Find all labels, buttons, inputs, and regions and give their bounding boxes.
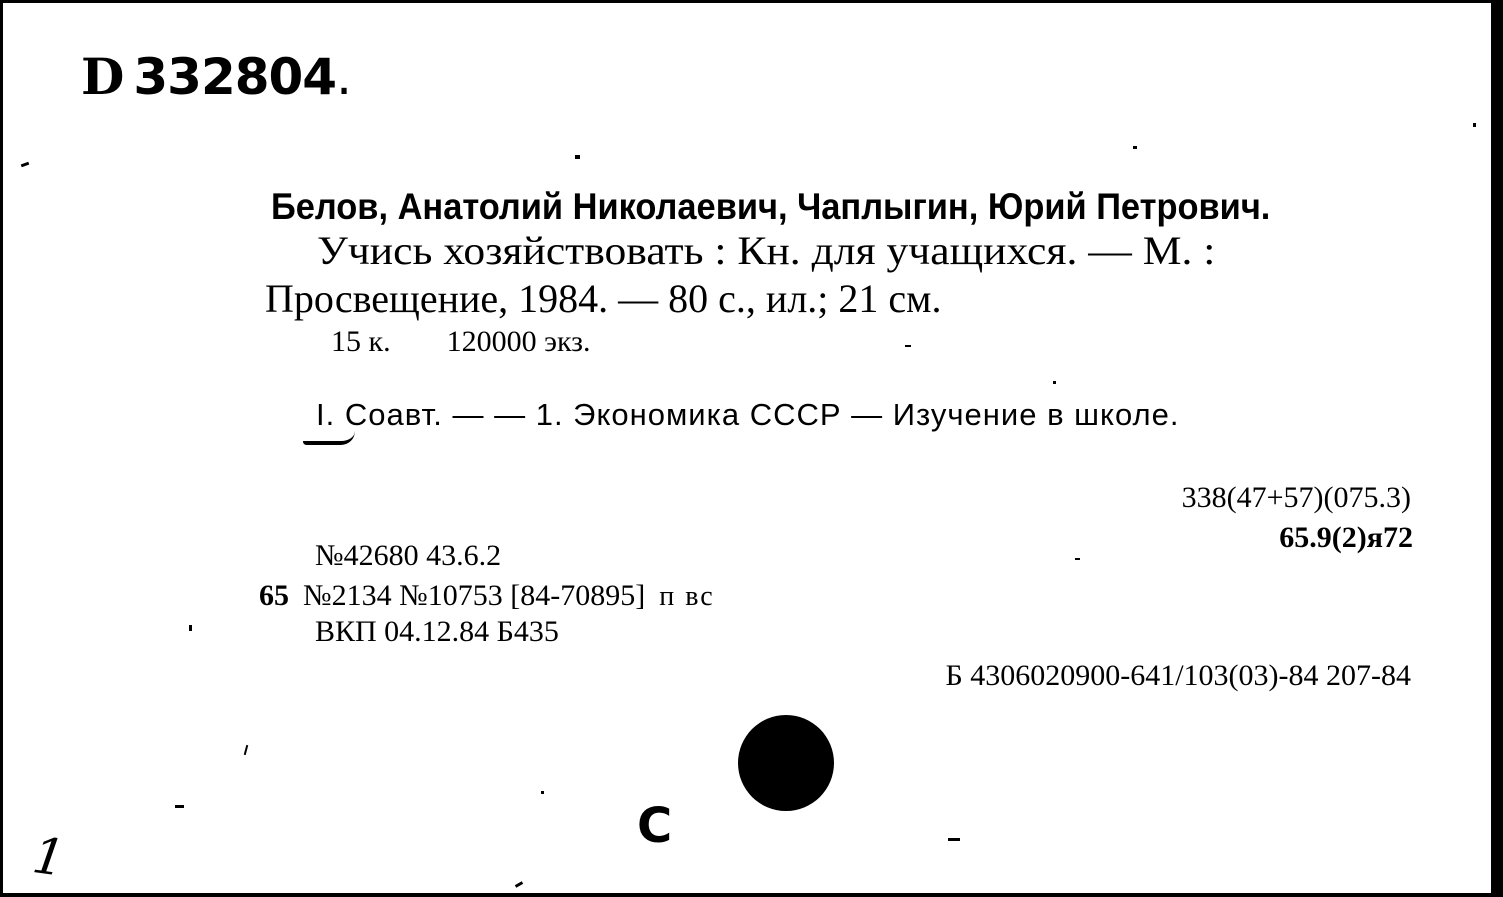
- bottom-letter: С: [637, 798, 673, 854]
- speck: [189, 625, 192, 631]
- speck: [1075, 558, 1080, 560]
- accession-line-2-suffix: п вс: [659, 581, 715, 612]
- print-run: 120000 экз.: [446, 325, 591, 358]
- speck: [575, 155, 580, 159]
- bbk-code: 65.9(2)я72: [1279, 521, 1413, 554]
- authors-heading: Белов, Анатолий Николаевич, Чаплыгин, Юрий Петрович.: [271, 186, 1271, 227]
- speck: [1053, 381, 1056, 384]
- accession-line-2-numbers: №2134 №10753 [84-70895]: [303, 579, 646, 612]
- publication-details: Просвещение, 1984. — 80 с., ил.; 21 см.: [265, 276, 942, 321]
- punch-hole: [738, 715, 834, 811]
- catalog-index-line: Б 4306020900-641/103(03)-84 207-84: [945, 659, 1411, 692]
- price-and-print-run: [331, 325, 590, 359]
- accession-line-1: №42680 43.6.2: [315, 539, 502, 572]
- accession-line-2: [259, 579, 715, 613]
- speck: [905, 345, 911, 347]
- card-number: [81, 47, 351, 106]
- speck: [1473, 123, 1476, 127]
- pencil-underline-mark: [303, 431, 355, 445]
- speck: [175, 805, 184, 808]
- speck: [541, 791, 544, 794]
- card-number-value: 332804: [133, 48, 337, 106]
- udc-code: 338(47+57)(075.3): [1181, 481, 1411, 514]
- speck: [515, 881, 523, 888]
- title-statement: Учись хозяйствовать : Кн. для учащихся. — М. :: [317, 228, 1216, 273]
- card-number-prefix: D: [81, 47, 124, 106]
- handwritten-mark: 1: [29, 826, 69, 888]
- speck: [1133, 146, 1137, 149]
- subject-tracing: I. Соавт. — — 1. Экономика СССР — Изучение в школе.: [316, 397, 1180, 432]
- speck: [948, 838, 960, 841]
- card-number-dot: .: [336, 48, 352, 106]
- speck: [244, 745, 249, 755]
- accession-line-3: ВКП 04.12.84 Б435: [315, 615, 559, 648]
- price: 15 к.: [331, 325, 391, 358]
- speck: [21, 162, 30, 168]
- accession-line-2-prefix: 65: [259, 579, 289, 612]
